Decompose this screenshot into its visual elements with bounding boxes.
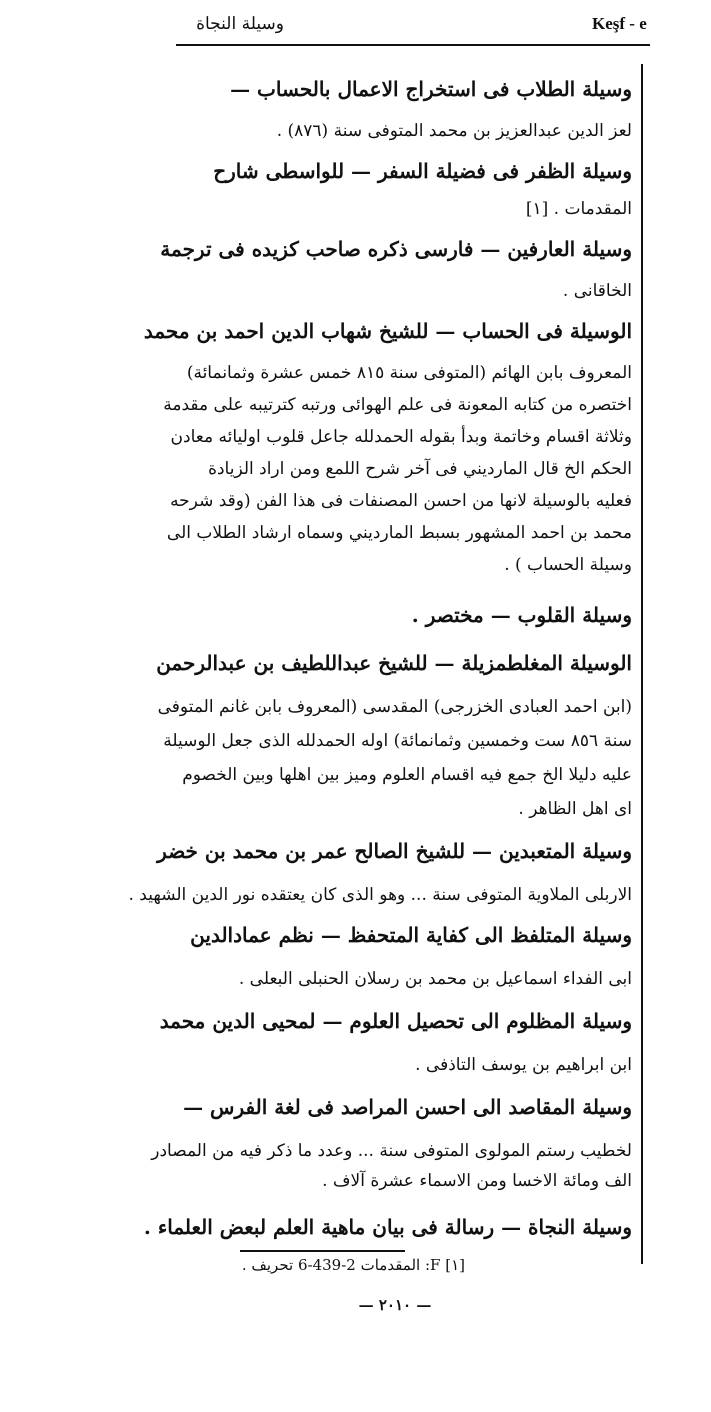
entry-heading: وسيلة المتعبدين — للشيخ الصالح عمر بن محمد بن خضر: [157, 839, 632, 863]
entry-text: فعليه بالوسيلة لانها من احسن المصنفات فى هذا الفن (وقد شرحه: [170, 491, 632, 511]
footnote: [١] F: المقدمات 2-439-6 تحريف .: [241, 1256, 465, 1274]
entry-text: الحكم الخ قال المارديني فى آخر شرح اللمع ومن اراد الزيادة: [208, 459, 632, 479]
entry-text: الف ومائة الاخسا ومن الاسماء عشرة آلاف .: [322, 1171, 632, 1191]
entry-heading: الوسيلة المغلطمزيلة — للشيخ عبداللطيف بن عبدالرحمن: [156, 651, 632, 675]
entry-text: الاربلى الملاوية المتوفى سنة ... وهو الذى كان يعتقده نور الدين الشهيد .: [128, 885, 632, 905]
entry-text: وسيلة الحساب ) .: [504, 555, 632, 575]
entry-heading: وسيلة القلوب — مختصر .: [411, 603, 632, 627]
entry-heading: وسيلة العارفين — فارسى ذكره صاحب كزيده فى ترجمة: [160, 237, 632, 261]
entry-text: ابن ابراهيم بن يوسف التاذفى .: [415, 1055, 632, 1075]
footnote-rule: [240, 1250, 405, 1252]
entry-text: لخطيب رستم المولوى المتوفى سنة ... وعدد ما ذكر فيه من المصادر: [151, 1141, 632, 1161]
running-title: وسيلة النجاة: [196, 14, 284, 34]
header-rule: [176, 44, 650, 46]
entry-text: محمد بن احمد المشهور بسبط المارديني وسماه ارشاد الطلاب الى: [166, 523, 632, 543]
entry-text: الخاقانى .: [562, 281, 632, 301]
entry-text: (ابن احمد العبادى الخزرجى) المقدسى (المعروف بابن غانم المتوفى: [157, 697, 632, 717]
entry-heading: وسيلة الطلاب فى استخراج الاعمال بالحساب —: [230, 77, 632, 101]
entry-heading: وسيلة المظلوم الى تحصيل العلوم — لمحيى الدين محمد: [159, 1009, 632, 1033]
entry-heading: وسيلة المتلفظ الى كفاية المتحفظ — نظم عمادالدين: [190, 923, 632, 947]
entry-heading: وسيلة الظفر فى فضيلة السفر — للواسطى شارح: [213, 159, 632, 183]
margin-rule: [641, 64, 643, 1264]
running-header-code: Keşf - e: [592, 14, 647, 33]
entry-text: سنة ٨٥٦ ست وخمسين وثمانمائة) اوله الحمدلله الذى جعل الوسيلة: [163, 731, 632, 751]
entry-heading: الوسيلة فى الحساب — للشيخ شهاب الدين احمد بن محمد: [143, 319, 632, 343]
entry-text: عليه دليلا الخ جمع فيه اقسام العلوم وميز بين اهلها وبين الخصوم: [182, 765, 632, 785]
entry-text: المعروف بابن الهائم (المتوفى سنة ٨١٥ خمس عشرة وثمانمائة): [186, 363, 632, 383]
entry-text: اختصره من كتابه المعونة فى علم الهوائى ورتبه كترتيبه على مقدمة: [163, 395, 632, 415]
entry-text: لعز الدين عبدالعزيز بن محمد المتوفى سنة (٨٧٦) .: [276, 121, 632, 141]
entry-text: المقدمات . [١]: [525, 199, 632, 219]
entry-text: ابى الفداء اسماعيل بن محمد بن رسلان الحنبلى البعلى .: [238, 969, 632, 989]
page-number: — ٢٠١٠ —: [358, 1296, 432, 1314]
entry-heading: وسيلة النجاة — رسالة فى بيان ماهية العلم لبعض العلماء .: [143, 1215, 632, 1239]
entry-text: اى اهل الظاهر .: [518, 799, 632, 819]
entry-heading: وسيلة المقاصد الى احسن المراصد فى لغة الفرس —: [183, 1095, 632, 1119]
entry-text: وثلاثة اقسام وخاتمة وبدأ بقوله الحمدلله جاعل قلوب اوليائه معادن: [170, 427, 632, 447]
